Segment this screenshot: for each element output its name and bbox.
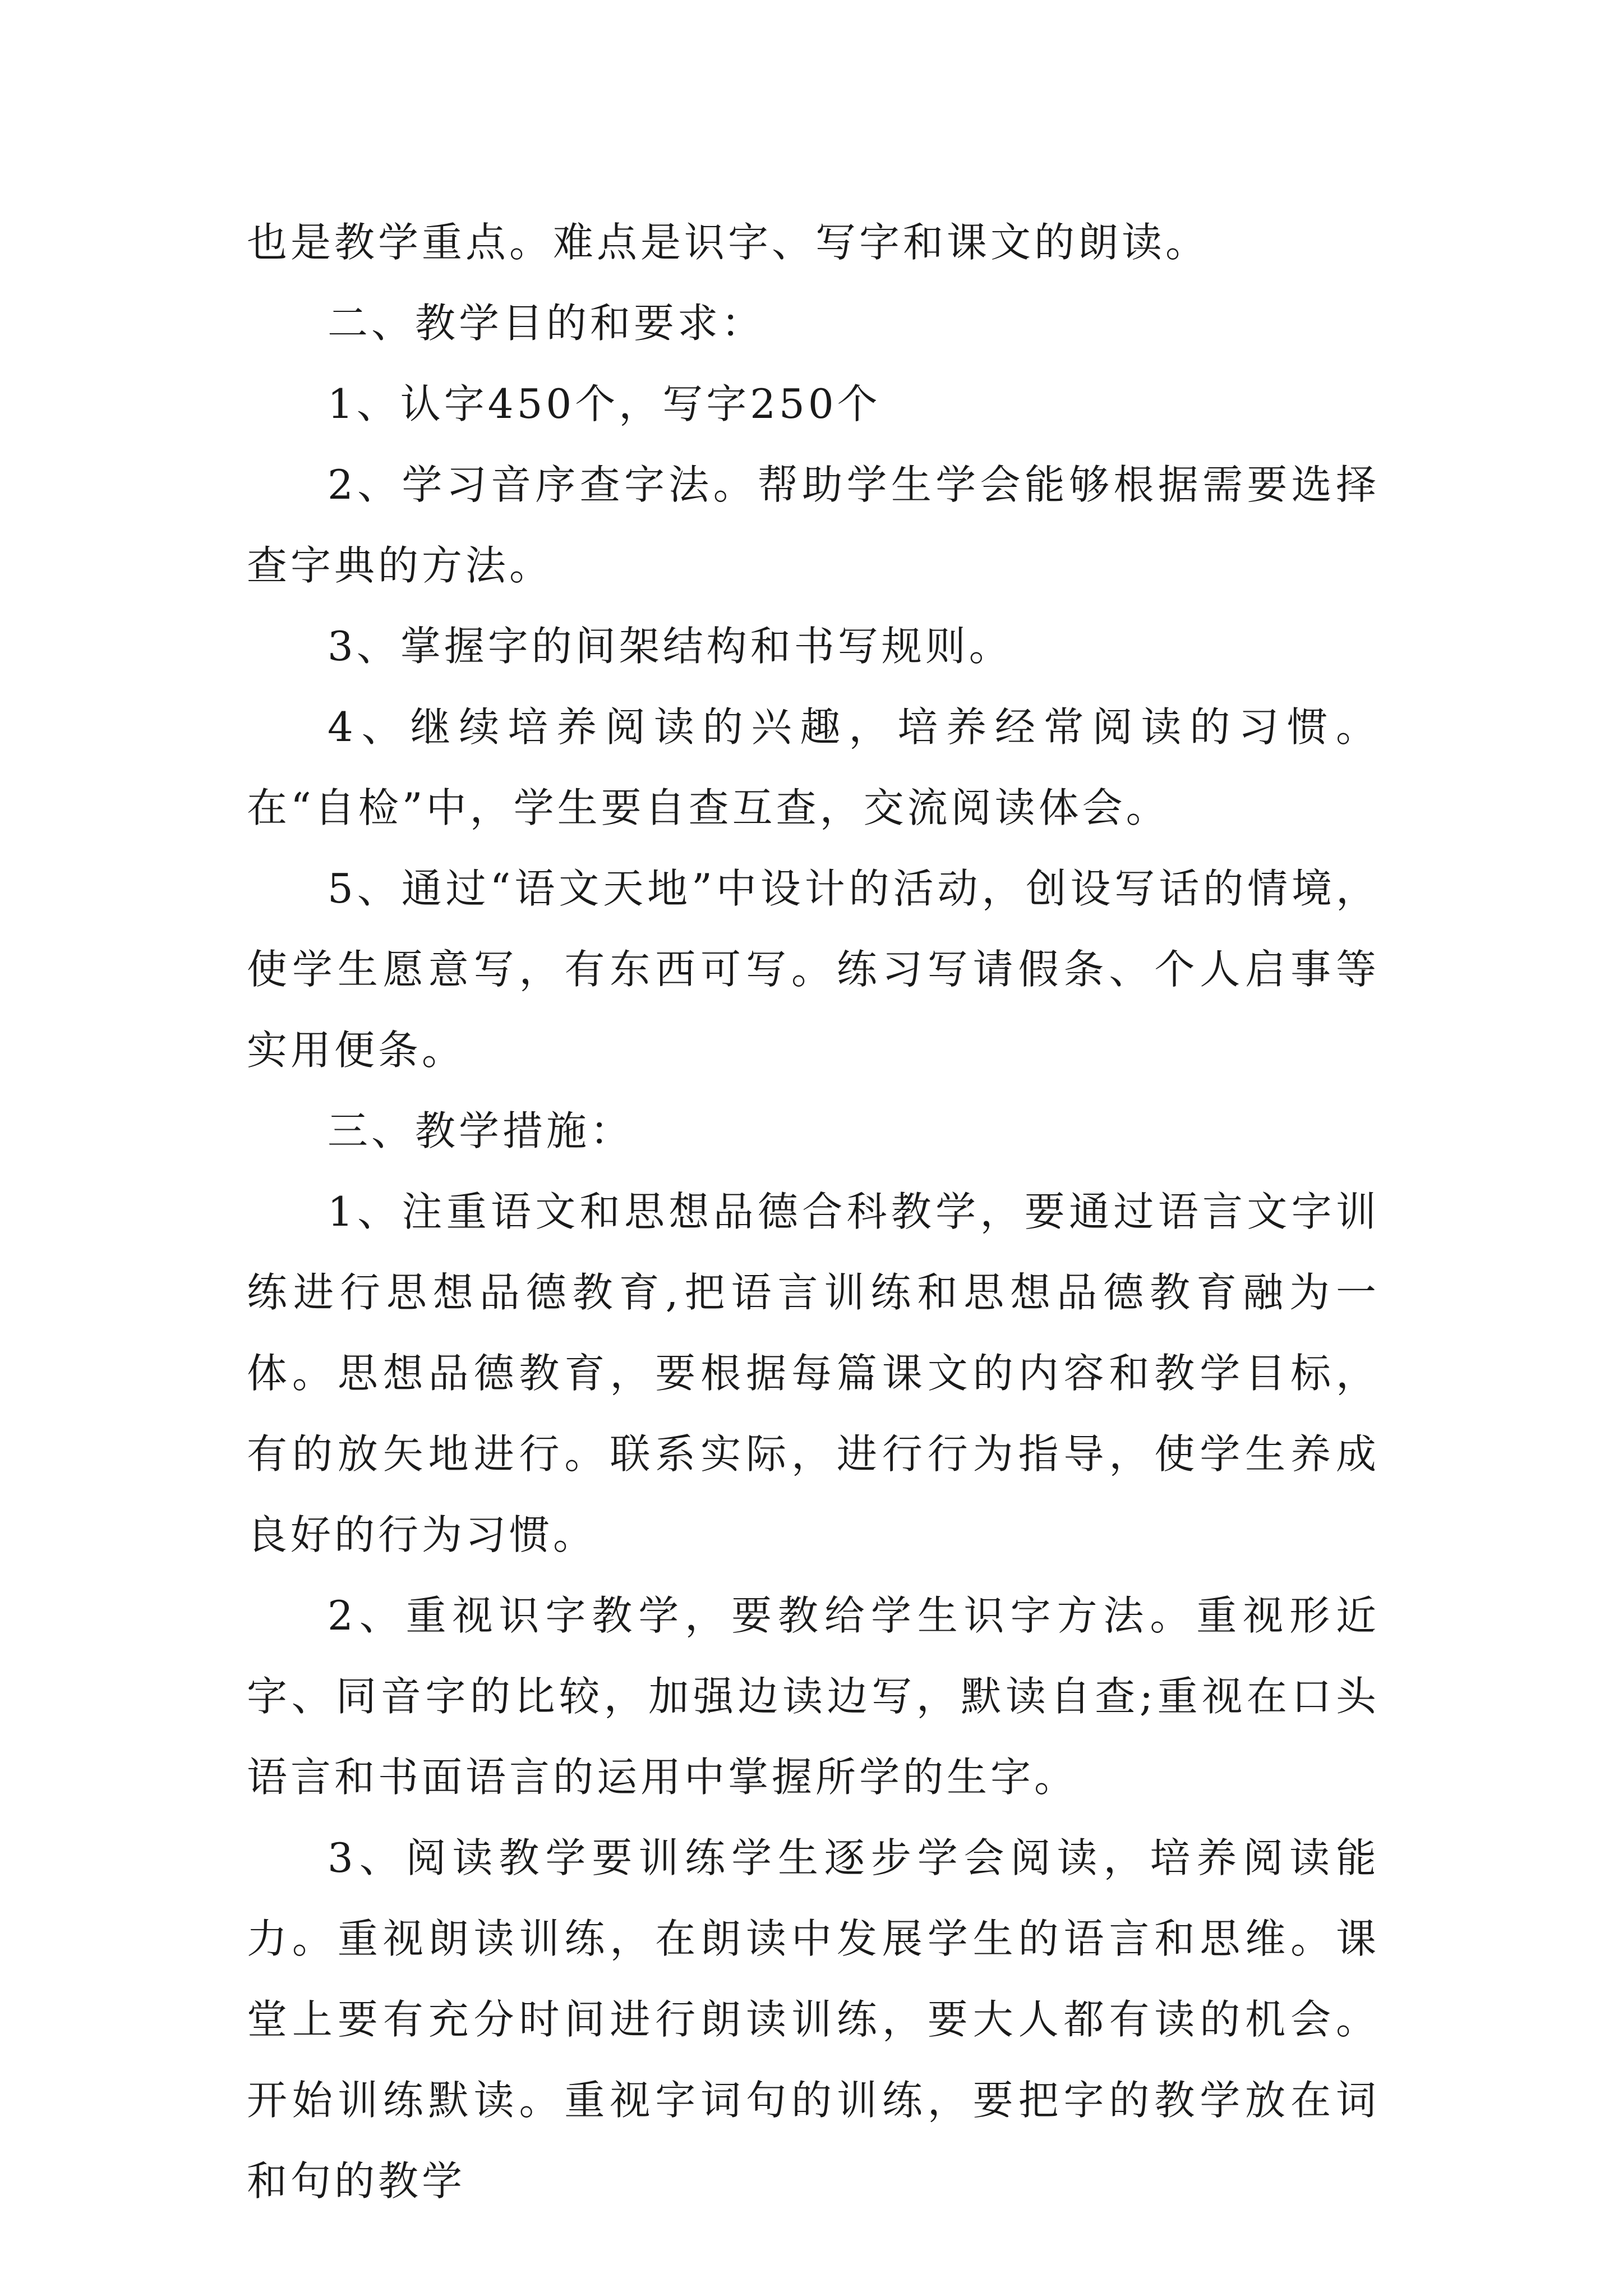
paragraph-1: 也是教学重点。难点是识字、写字和课文的朗读。	[247, 219, 1210, 266]
goal-item-4: 4、继续培养阅读的兴趣，培养经常阅读的习惯。在“自检”中，学生要自查互查，交流阅读体会。	[247, 703, 1380, 831]
document-body	[247, 202, 1380, 2221]
section-heading-3: 三、教学措施：	[328, 1107, 634, 1154]
measure-item-2: 2、重视识字教学，要教给学生识字方法。重视形近字、同音字的比较，加强边读边写，默读自查;重视在口头语言和书面语言的运用中掌握所学的生字。	[247, 1592, 1380, 1801]
measure-item-3: 3、阅读教学要训练学生逐步学会阅读，培养阅读能力。重视朗读训练，在朗读中发展学生的语言和思维。课堂上要有充分时间进行朗读训练，要大人都有读的机会。开始训练默读。重视字词句的训练，要把字的教学放在词和句的教学	[247, 1834, 1380, 2205]
goal-item-5: 5、通过“语文天地”中设计的活动，创设写话的情境，使学生愿意写，有东西可写。练习写请假条、个人启事等实用便条。	[247, 865, 1380, 1074]
goal-item-3: 3、掌握字的间架结构和书写规则。	[328, 623, 1013, 670]
goal-item-2: 2、学习音序查字法。帮助学生学会能够根据需要选择查字典的方法。	[247, 461, 1380, 589]
goal-item-1: 1、认字450个，写字250个	[328, 380, 881, 427]
measure-item-1: 1、注重语文和思想品德合科教学，要通过语言文字训练进行思想品德教育,把语言训练和思想品德教育融为一体。思想品德教育，要根据每篇课文的内容和教学目标，有的放矢地进行。联系实际，进行行为指导，使学生养成良好的行为习惯。	[247, 1188, 1380, 1558]
section-heading-2: 二、教学目的和要求：	[328, 300, 766, 347]
